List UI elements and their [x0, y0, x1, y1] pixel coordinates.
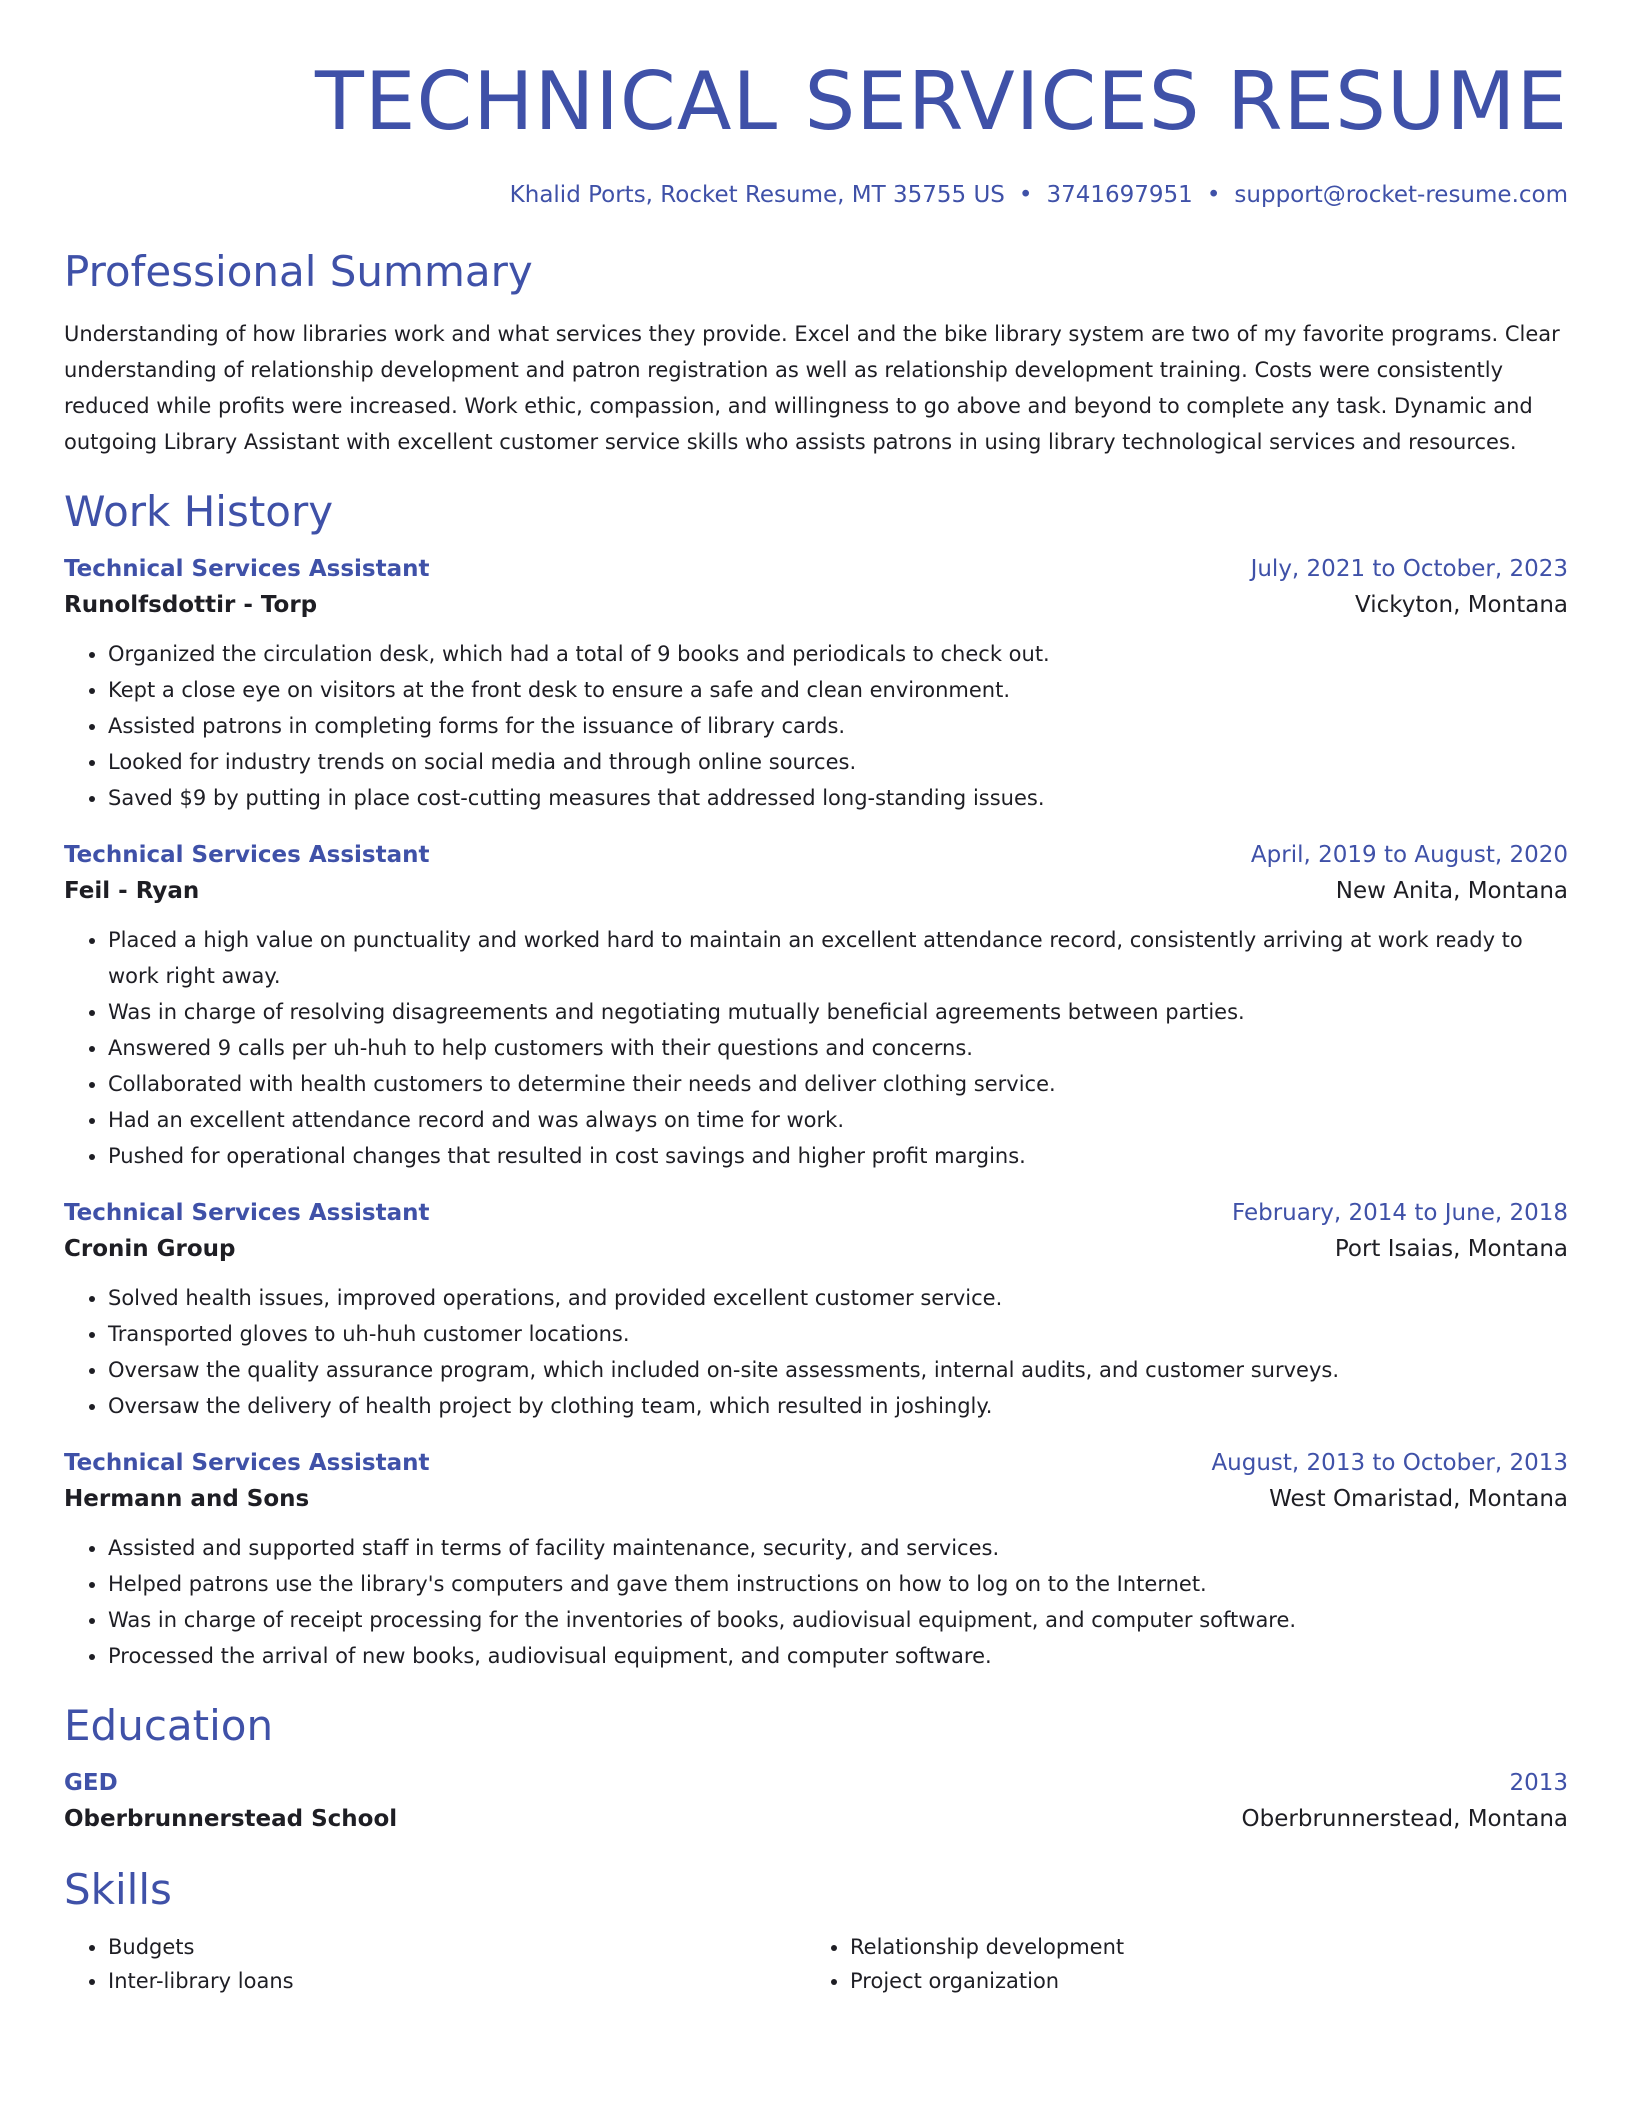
job-company: Feil - Ryan — [64, 878, 200, 904]
skills-list — [64, 1930, 1568, 1998]
job-bullet: • Oversaw the quality assurance program, which included on-site assessments, internal audits, and customer surveys. — [108, 1352, 1568, 1388]
job-location: New Anita, Montana — [1335, 878, 1568, 904]
skill-item: • Project organization — [850, 1964, 1548, 1998]
contact-line — [64, 180, 1568, 210]
job-bullet: • Kept a close eye on visitors at the front desk to ensure a safe and clean environment. — [108, 672, 1568, 708]
job-bullet: • Assisted patrons in completing forms for the issuance of library cards. — [108, 708, 1568, 744]
education-year: 2013 — [1509, 1770, 1568, 1796]
job-entry — [64, 1196, 1568, 1424]
job-location: West Omaristad, Montana — [1269, 1486, 1568, 1512]
resume-title: TECHNICAL SERVICES RESUME — [315, 55, 1568, 148]
job-bullet: • Had an excellent attendance record and was always on time for work. — [108, 1102, 1568, 1138]
job-company: Runolfsdottir - Torp — [64, 592, 318, 618]
job-location: Port Isaias, Montana — [1334, 1236, 1568, 1262]
job-bullet: • Answered 9 calls per uh-huh to help customers with their questions and concerns. — [108, 1030, 1568, 1066]
job-bullet: • Oversaw the delivery of health project by clothing team, which resulted in joshingly. — [108, 1388, 1568, 1424]
job-title: Technical Services Assistant — [64, 842, 430, 868]
contact-phone: 3741697951 — [1046, 182, 1193, 208]
job-entry — [64, 552, 1568, 816]
job-bullet: • Was in charge of resolving disagreements and negotiating mutually beneficial agreements between parties. — [108, 994, 1568, 1030]
job-company: Cronin Group — [64, 1236, 236, 1262]
job-bullet: • Solved health issues, improved operations, and provided excellent customer service. — [108, 1280, 1568, 1316]
job-title: Technical Services Assistant — [64, 1200, 430, 1226]
job-dates: April, 2019 to August, 2020 — [1250, 842, 1568, 868]
job-dates: August, 2013 to October, 2013 — [1211, 1450, 1568, 1476]
job-bullets — [64, 636, 1568, 816]
education-school: Oberbrunnerstead School — [64, 1806, 398, 1832]
contact-separator: • — [1018, 182, 1033, 208]
job-title: Technical Services Assistant — [64, 556, 430, 582]
job-bullet: • Transported gloves to uh-huh customer locations. — [108, 1316, 1568, 1352]
job-bullet: • Placed a high value on punctuality and worked hard to maintain an excellent attendance record, consistently arriving at work ready to work right away. — [108, 922, 1568, 994]
summary-heading: Professional Summary — [64, 247, 533, 296]
summary-text: Understanding of how libraries work and what services they provide. Excel and the bike library system are two of my favorite programs. Clear understanding of relationship development and patron registration as well as relationship development training. Costs were consistently reduced while profits were increased. Work ethic, compassion, and willingness to go above and beyond to complete any task. Dynamic and outgoing Library Assistant with excellent customer service skills who assists patrons in using library technological services and resources. — [64, 322, 1560, 454]
job-dates: February, 2014 to June, 2018 — [1231, 1200, 1568, 1226]
contact-separator: • — [1206, 182, 1221, 208]
job-bullets — [64, 922, 1568, 1174]
job-bullet: • Was in charge of receipt processing for the inventories of books, audiovisual equipment, and computer software. — [108, 1602, 1568, 1638]
job-bullet: • Assisted and supported staff in terms of facility maintenance, security, and services. — [108, 1530, 1568, 1566]
job-bullet: • Saved $9 by putting in place cost-cutting measures that addressed long-standing issues. — [108, 780, 1568, 816]
skills-column-right — [806, 1930, 1548, 1998]
job-dates: July, 2021 to October, 2023 — [1250, 556, 1568, 582]
job-location: Vickyton, Montana — [1355, 592, 1568, 618]
skill-item: • Relationship development — [850, 1930, 1548, 1964]
skills-heading: Skills — [64, 1865, 172, 1914]
job-bullet: • Helped patrons use the library's computers and gave them instructions on how to log on to the Internet. — [108, 1566, 1568, 1602]
education-entry — [64, 1766, 1568, 1838]
job-company: Hermann and Sons — [64, 1486, 310, 1512]
job-bullet: • Looked for industry trends on social media and through online sources. — [108, 744, 1568, 780]
education-degree: GED — [64, 1770, 118, 1796]
resume-page — [64, 0, 1568, 1998]
job-bullets — [64, 1280, 1568, 1424]
skill-item: • Budgets — [108, 1930, 806, 1964]
skill-item: • Inter-library loans — [108, 1964, 806, 1998]
job-bullet: • Pushed for operational changes that resulted in cost savings and higher profit margins. — [108, 1138, 1568, 1174]
education-heading: Education — [64, 1701, 274, 1750]
job-title: Technical Services Assistant — [64, 1450, 430, 1476]
job-bullets — [64, 1530, 1568, 1674]
education-location: Oberbrunnerstead, Montana — [1241, 1806, 1568, 1832]
job-bullet: • Processed the arrival of new books, audiovisual equipment, and computer software. — [108, 1638, 1568, 1674]
contact-address: Khalid Ports, Rocket Resume, MT 35755 US — [509, 182, 1005, 208]
contact-email: support@rocket-resume.com — [1234, 182, 1568, 208]
job-bullet: • Collaborated with health customers to determine their needs and deliver clothing service. — [108, 1066, 1568, 1102]
job-bullet: • Organized the circulation desk, which had a total of 9 books and periodicals to check out. — [108, 636, 1568, 672]
job-entry — [64, 838, 1568, 1174]
job-entry — [64, 1446, 1568, 1674]
skills-column-left — [64, 1930, 806, 1998]
work-history-heading: Work History — [64, 487, 334, 536]
